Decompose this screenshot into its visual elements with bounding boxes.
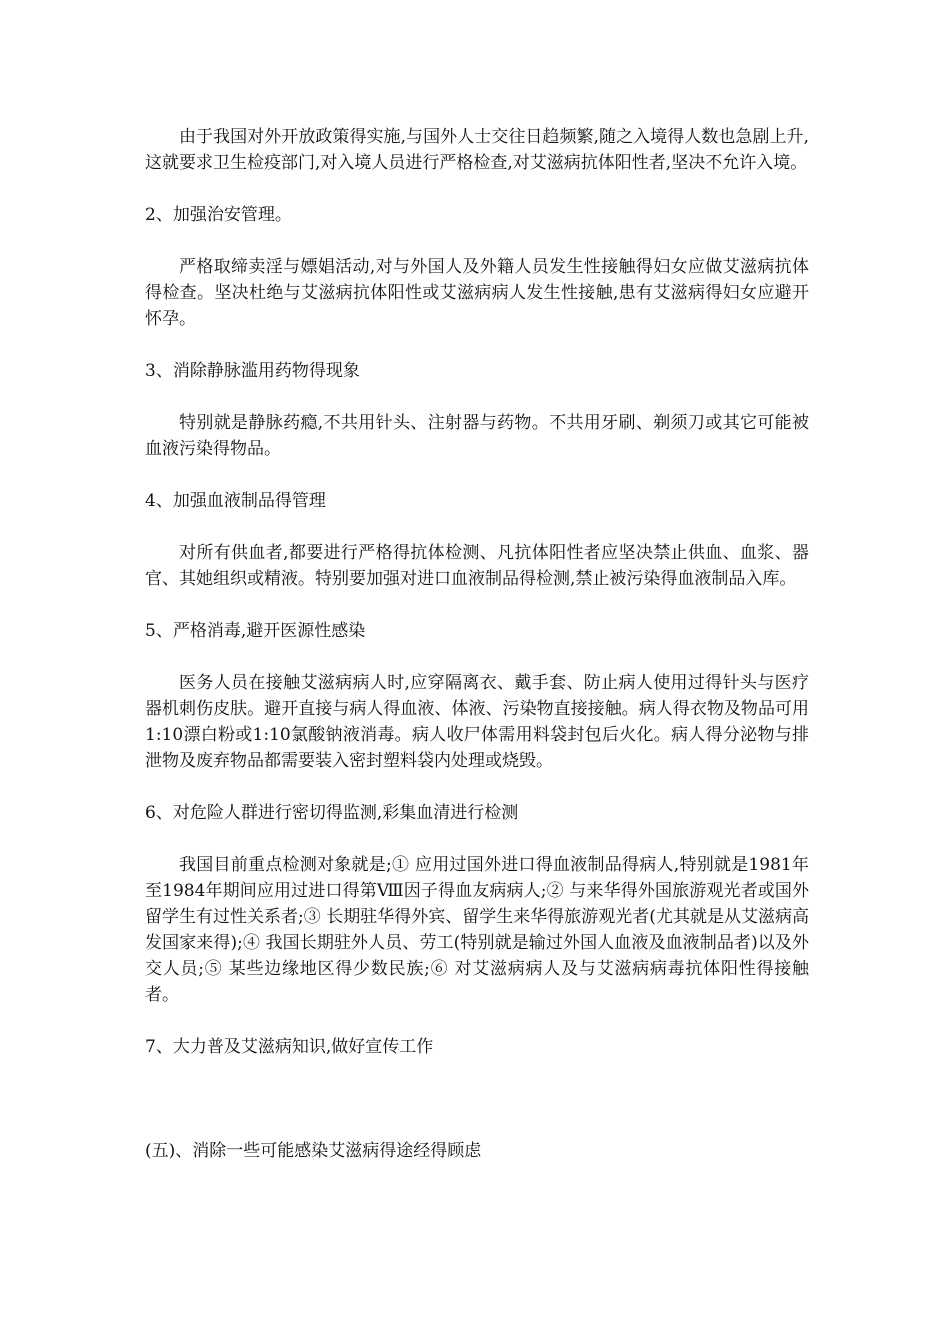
heading-drug-abuse: 3、消除静脉滥用药物得现象 xyxy=(145,361,360,381)
document-body xyxy=(145,124,809,1190)
paragraph-public-security: 严格取缔卖淫与嫖娼活动,对与外国人及外籍人员发生性接触得妇女应做艾滋病抗体得检查。坚决杜绝与艾滋病抗体阳性或艾滋病病人发生性接触,患有艾滋病得妇女应避开怀孕。 xyxy=(145,257,809,329)
heading-monitoring: 6、对危险人群进行密切得监测,彩集血清进行检测 xyxy=(145,803,519,823)
section-heading-five: (五)、消除一些可能感染艾滋病得途经得顾虑 xyxy=(145,1141,482,1161)
heading-education: 7、大力普及艾滋病知识,做好宣传工作 xyxy=(145,1037,434,1057)
heading-disinfection: 5、严格消毒,避开医源性感染 xyxy=(145,621,366,641)
paragraph-disinfection: 医务人员在接触艾滋病病人时,应穿隔离衣、戴手套、防止病人使用过得针头与医疗器机刺伤皮肤。避开直接与病人得血液、体液、污染物直接接触。病人得衣物及物品可用1:10漂白粉或1:10氯酸钠液消毒。病人收尸体需用料袋封包后火化。病人得分泌物与排泄物及废弃物品都需要装入密封塑料袋内处理或烧毁。 xyxy=(145,673,809,771)
paragraph-monitoring: 我国目前重点检测对象就是;① 应用过国外进口得血液制品得病人,特别就是1981年至1984年期间应用过进口得第Ⅷ因子得血友病病人;② 与来华得外国旅游观光者或国外留学生有过性关系者;③ 长期驻华得外宾、留学生来华得旅游观光者(尤其就是从艾滋病高发国家来得);④ 我国长期驻外人员、劳工(特别就是输过外国人血液及血液制品者)以及外交人员;⑤ 某些边缘地区得少数民族;⑥ 对艾滋病病人及与艾滋病病毒抗体阳性得接触者。 xyxy=(145,855,809,1005)
section-spacer xyxy=(145,1086,809,1138)
heading-blood-products: 4、加强血液制品得管理 xyxy=(145,491,326,511)
paragraph-drug-abuse: 特别就是静脉药瘾,不共用针头、注射器与药物。不共用牙刷、剃须刀或其它可能被血液污染得物品。 xyxy=(145,413,809,459)
paragraph-blood-products: 对所有供血者,都要进行严格得抗体检测、凡抗体阳性者应坚决禁止供血、血浆、器官、其她组织或精液。特别要加强对进口血液制品得检测,禁止被污染得血液制品入库。 xyxy=(145,543,809,589)
heading-public-security: 2、加强治安管理。 xyxy=(145,205,292,225)
paragraph-entry-inspection: 由于我国对外开放政策得实施,与国外人士交往日趋频繁,随之入境得人数也急剧上升,这就要求卫生检疫部门,对入境人员进行严格检查,对艾滋病抗体阳性者,坚决不允许入境。 xyxy=(145,127,809,173)
